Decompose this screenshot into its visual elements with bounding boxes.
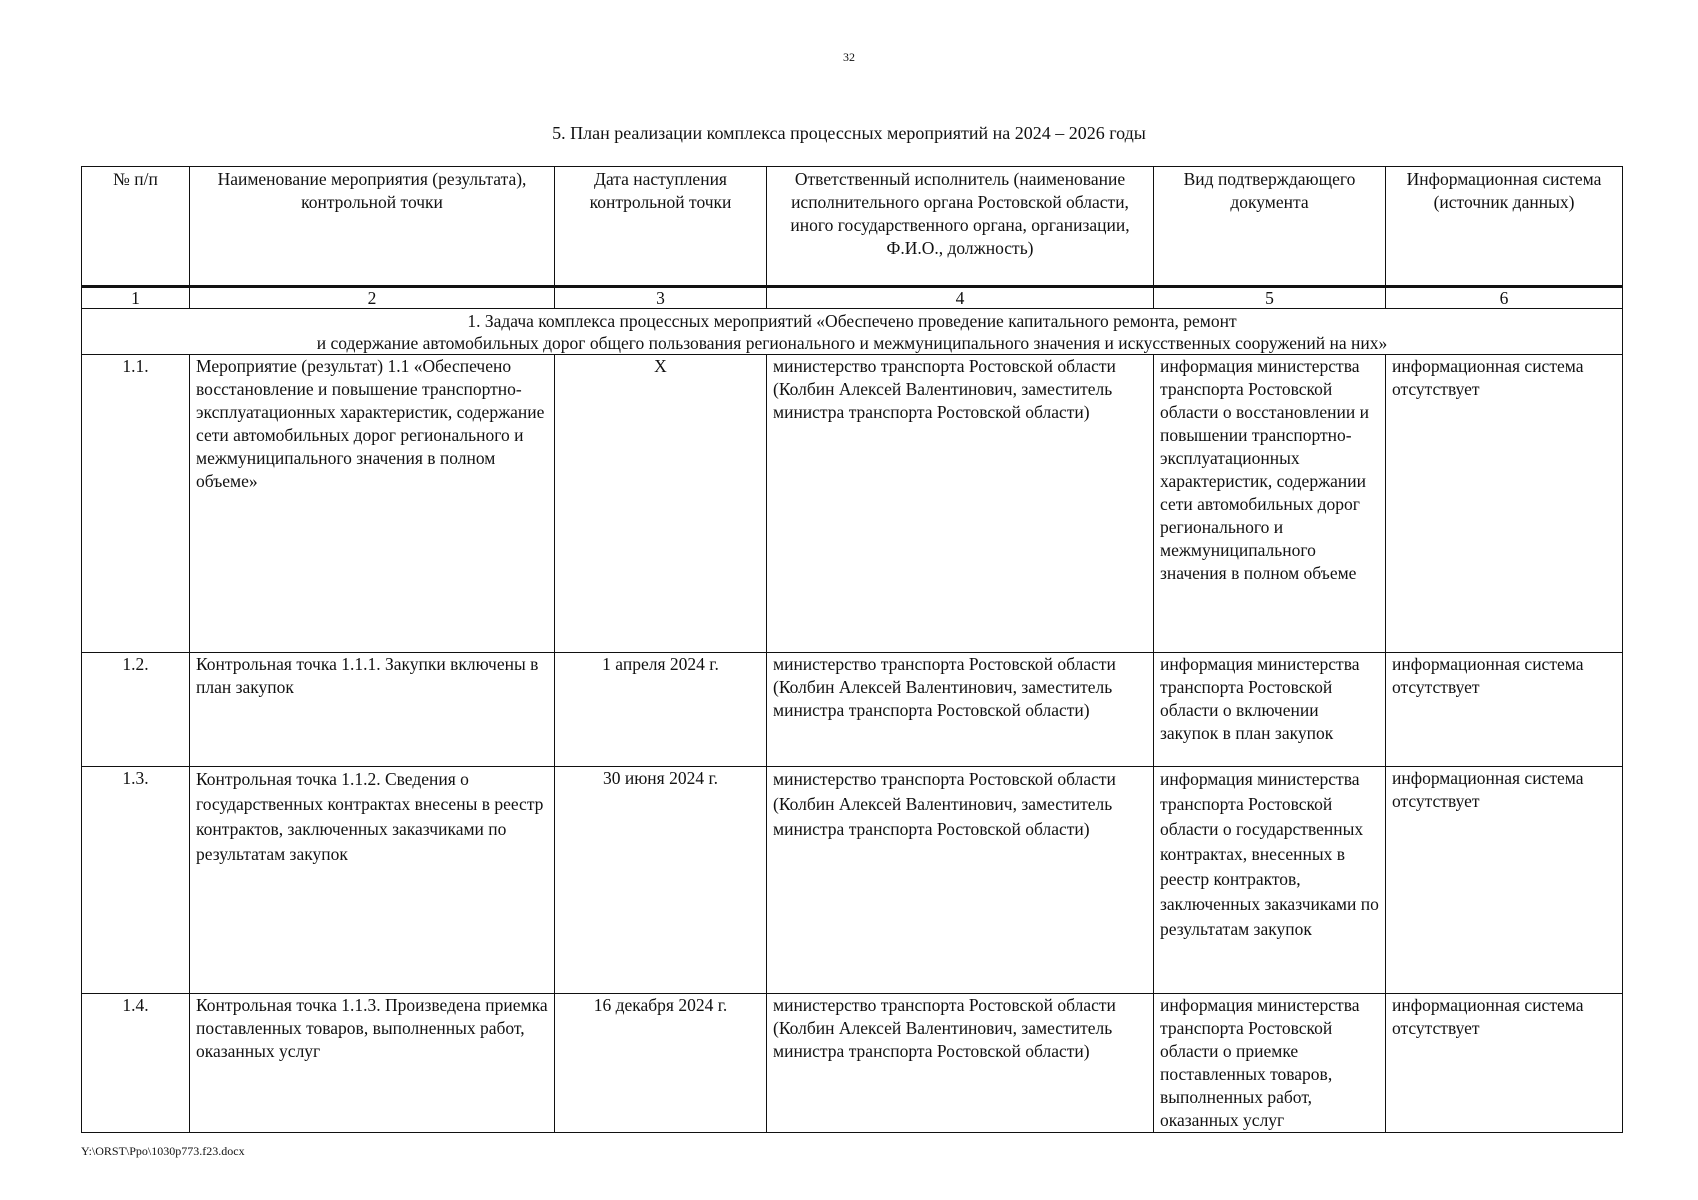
header-name: Наименование мероприятия (результата), контрольной точки	[190, 167, 555, 287]
row-system: информационная система отсутствует	[1386, 767, 1623, 994]
row-name: Контрольная точка 1.1.1. Закупки включены в план закупок	[190, 653, 555, 767]
row-number: 1.2.	[82, 653, 190, 767]
row-number: 1.1.	[82, 355, 190, 653]
row-executor: министерство транспорта Ростовской области (Колбин Алексей Валентинович, заместитель министра транспорта Ростовской области)	[767, 355, 1154, 653]
file-path-footer: Y:\ORST\Ppo\1030p773.f23.docx	[81, 1144, 245, 1158]
row-name: Мероприятие (результат) 1.1 «Обеспечено восстановление и повышение транспортно-эксплуатационных характеристик, содержание сети автомобильных дорог регионального и межмуниципального значения в полном объеме»	[190, 355, 555, 653]
header-row	[82, 167, 1623, 287]
task-heading-line: и содержание автомобильных дорог общего пользования регионального и межмуниципального значения и искусственных сооружений на них»	[316, 333, 1388, 353]
row-document: информация министерства транспорта Ростовской области о приемке поставленных товаров, выполненных работ, оказанных услуг	[1154, 994, 1386, 1133]
page-number: 32	[843, 50, 855, 64]
table-row	[82, 994, 1623, 1133]
row-document: информация министерства транспорта Ростовской области о государственных контрактах, внесенных в реестр контрактов, заключенных заказчиками по результатам закупок	[1154, 767, 1386, 994]
row-number: 1.4.	[82, 994, 190, 1133]
row-date: 1 апреля 2024 г.	[555, 653, 767, 767]
row-name: Контрольная точка 1.1.2. Сведения о государственных контрактах внесены в реестр контрактов, заключенных заказчиками по результатам закупок	[190, 767, 555, 994]
row-system: информационная система отсутствует	[1386, 994, 1623, 1133]
column-number: 2	[190, 287, 555, 309]
row-document: информация министерства транспорта Ростовской области о включении закупок в план закупок	[1154, 653, 1386, 767]
table-row	[82, 653, 1623, 767]
row-date: 30 июня 2024 г.	[555, 767, 767, 994]
row-system: информационная система отсутствует	[1386, 653, 1623, 767]
table-row	[82, 767, 1623, 994]
row-name: Контрольная точка 1.1.3. Произведена приемка поставленных товаров, выполненных работ, оказанных услуг	[190, 994, 555, 1133]
row-date: X	[555, 355, 767, 653]
column-number: 5	[1154, 287, 1386, 309]
plan-table	[81, 166, 1623, 1133]
row-executor: министерство транспорта Ростовской области (Колбин Алексей Валентинович, заместитель министра транспорта Ростовской области)	[767, 653, 1154, 767]
column-number: 4	[767, 287, 1154, 309]
row-date: 16 декабря 2024 г.	[555, 994, 767, 1133]
table-row	[82, 355, 1623, 653]
column-number: 3	[555, 287, 767, 309]
row-executor: министерство транспорта Ростовской области (Колбин Алексей Валентинович, заместитель министра транспорта Ростовской области)	[767, 767, 1154, 994]
task-row	[82, 309, 1623, 355]
header-system: Информационная система (источник данных)	[1386, 167, 1623, 287]
column-number: 6	[1386, 287, 1623, 309]
header-executor: Ответственный исполнитель (наименование исполнительного органа Ростовской области, иного государственного органа, организации, Ф.И.О., должность)	[767, 167, 1154, 287]
column-number: 1	[82, 287, 190, 309]
column-numbers-row	[82, 287, 1623, 309]
header-document: Вид подтверждающего документа	[1154, 167, 1386, 287]
header-num: № п/п	[82, 167, 190, 287]
row-number: 1.3.	[82, 767, 190, 994]
task-heading-line: 1. Задача комплекса процессных мероприятий «Обеспечено проведение капитального ремонта, ремонт	[467, 311, 1237, 331]
page-title: 5. План реализации комплекса процессных мероприятий на 2024 – 2026 годы	[552, 123, 1146, 143]
header-date: Дата наступления контрольной точки	[555, 167, 767, 287]
row-executor: министерство транспорта Ростовской области (Колбин Алексей Валентинович, заместитель министра транспорта Ростовской области)	[767, 994, 1154, 1133]
row-system: информационная система отсутствует	[1386, 355, 1623, 653]
row-document: информация министерства транспорта Ростовской области о восстановлении и повышении транспортно-эксплуатационных характеристик, содержании сети автомобильных дорог регионального и межмуниципального значения в полном объеме	[1154, 355, 1386, 653]
task-heading	[82, 309, 1623, 355]
